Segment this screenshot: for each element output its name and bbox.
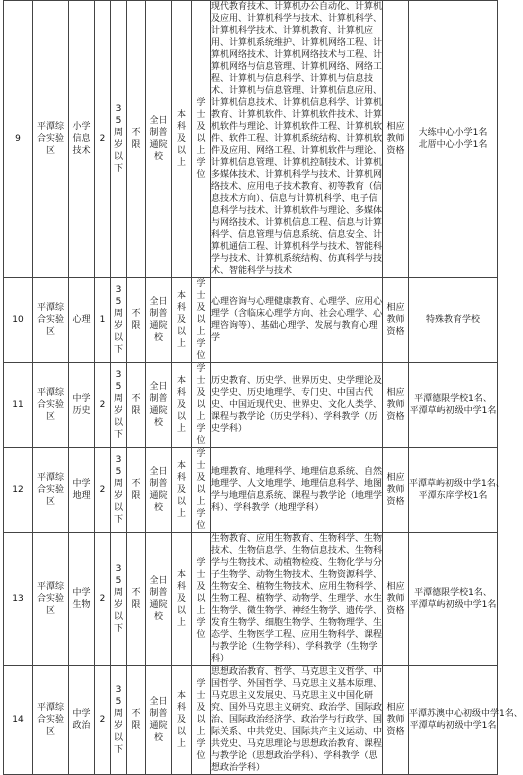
cell-age: 35周岁以下	[111, 666, 127, 775]
remark-line: 平潭苏澳中心初级中学1名、	[409, 709, 523, 719]
cell-remark	[409, 1, 498, 278]
cell-remark	[409, 533, 498, 666]
cell-unit: 平潭综合实验区	[33, 666, 69, 775]
cell-education: 本科及以上	[172, 666, 192, 775]
remark-line: 北厝中心小学1名	[418, 140, 488, 150]
cell-age: 35周岁以下	[111, 363, 127, 448]
cell-major: 历史教育、历史学、世界历史、史学理论及史学史、历史地理学、专门史、中国古代史、中国近现代史、世界史、文化人类学、课程与教学论（历史学科）、学科教学（历史学科）	[211, 363, 383, 448]
table-row	[4, 448, 498, 533]
cell-education: 本科及以上	[172, 363, 192, 448]
cell-school-type: 全日制普通院校	[146, 448, 172, 533]
cell-education: 本科及以上	[172, 278, 192, 363]
cell-school-type: 全日制普通院校	[146, 666, 172, 775]
cell-count: 2	[95, 1, 111, 278]
cell-count: 2	[95, 666, 111, 775]
cell-qualification: 相应教师资格	[383, 363, 409, 448]
cell-age: 35周岁以下	[111, 448, 127, 533]
cell-age: 35周岁以下	[111, 1, 127, 278]
cell-subject: 中学生物	[69, 533, 95, 666]
cell-age: 35周岁以下	[111, 278, 127, 363]
cell-count: 2	[95, 533, 111, 666]
cell-subject: 心理	[69, 278, 95, 363]
cell-remark	[409, 278, 498, 363]
cell-gender: 不限	[127, 666, 146, 775]
remark-line: 平潭草屿初级中学1名	[409, 406, 497, 416]
table-row	[4, 666, 498, 775]
cell-unit: 平潭综合实验区	[33, 363, 69, 448]
remark-line: 特殊教育学校	[425, 315, 480, 325]
cell-subject: 中学政治	[69, 666, 95, 775]
cell-major: 地理教育、地理科学、地理信息系统、自然地理学、人文地理学、地理信息科学、地图学与地理信息系统、课程与教学论（地理学科）、学科教学（地理学科）	[211, 448, 383, 533]
cell-count: 2	[95, 363, 111, 448]
cell-degree: 学士及以上学位	[192, 448, 211, 533]
cell-number: 11	[4, 363, 33, 448]
cell-degree: 学士及以上学位	[192, 278, 211, 363]
cell-qualification: 相应教师资格	[383, 448, 409, 533]
cell-unit: 平潭综合实验区	[33, 278, 69, 363]
cell-subject: 中学历史	[69, 363, 95, 448]
cell-school-type: 全日制普通院校	[146, 278, 172, 363]
cell-education: 本科及以上	[172, 1, 192, 278]
cell-school-type: 全日制普通院校	[146, 1, 172, 278]
cell-gender: 不限	[127, 363, 146, 448]
cell-number: 14	[4, 666, 33, 775]
cell-gender: 不限	[127, 278, 146, 363]
table-row	[4, 1, 498, 278]
cell-unit: 平潭综合实验区	[33, 448, 69, 533]
cell-education: 本科及以上	[172, 448, 192, 533]
cell-degree: 学士及以上学位	[192, 363, 211, 448]
cell-unit: 平潭综合实验区	[33, 533, 69, 666]
cell-subject: 中学地理	[69, 448, 95, 533]
cell-subject: 小学信息技术	[69, 1, 95, 278]
cell-qualification: 相应教师资格	[383, 1, 409, 278]
remark-line: 大练中心小学1名	[418, 128, 488, 138]
table-row	[4, 533, 498, 666]
cell-remark	[409, 666, 523, 775]
cell-school-type: 全日制普通院校	[146, 363, 172, 448]
cell-remark	[409, 363, 498, 448]
cell-age: 35周岁以下	[111, 533, 127, 666]
table-row	[4, 278, 498, 363]
cell-gender: 不限	[127, 448, 146, 533]
cell-number: 10	[4, 278, 33, 363]
cell-major: 现代教育技术、计算机办公自动化、计算机及应用、计算机科学与技术、计算机科学、计算机科学技术、计算机教育、计算机应用、计算机系统维护、计算机网络工程、计算机网络技术、计算机网络技术与工程、计算机网络与信息管理、计算机网络、网络工程、计算机与信息科学、计算机与信息技术、计算机与信息管理、计算机信息应用、计算机信息技术、计算机信息科学、计算机教育、计算机软件、计算机软件技术、计算机软件与理论、计算机软件工程、计算机软件、软件工程、计算机系统结构、计算机软件及应用、网络工程、计算机软件与理论、计算机信息管理、计算机控制技术、计算机多媒体技术、计算机科学与技术、计算机网络技术、应用电子技术教育、初等教育（信息技术方向）、信息与计算机科学、电子信息科学与技术、计算机软件与理论、多媒体与网络技术、计算机信息工程、信息与计算科学、信息管理与信息系统、信息安全、计算机通信工程、计算机科学与技术、智能科学与技术、计算机系统结构、仿真科学与技术、智能科学与技术	[211, 2, 383, 276]
remark-line: 平潭草屿初级中学1名	[409, 721, 497, 731]
cell-qualification: 相应教师资格	[383, 533, 409, 666]
cell-count: 2	[95, 448, 111, 533]
cell-remark	[409, 448, 505, 533]
cell-unit: 平潭综合实验区	[33, 1, 69, 278]
cell-gender: 不限	[127, 533, 146, 666]
cell-gender: 不限	[127, 1, 146, 278]
remark-line: 平潭德限学校1名、	[414, 394, 492, 404]
cell-major: 生物教育、应用生物教育、生物科学、生物技术、生物信息学、生物信息技术、生物科学与生物技术、动植物检疫、生物化学与分子生物学、动物生物技术、生物资源科学、生物安全、植物生物技术、应用生物科学、生物工程、植物学、动物学、生理学、水生生物学、微生物学、神经生物学、遗传学、发育生物学、细胞生物学、生物物理学、生态学、生物医学工程、应用生物科学、课程与教学论（生物学科）、学科教学（生物学科）	[211, 534, 383, 664]
cell-major: 思想政治教育、哲学、马克思主义哲学、中国哲学、外国哲学、马克思主义基本原理、马克思主义发展史、马克思主义中国化研究、国外马克思主义研究、政治学、国际政治、国际政治经济学、政治学与行政学、国际关系、中共党史、国际共产主义运动、中共党史、马克思理论与思想政治教育、课程与教学论（思想政治学科）、学科教学（思想政治学科）	[211, 667, 383, 773]
recruitment-table	[3, 0, 523, 775]
cell-qualification: 相应教师资格	[383, 666, 409, 775]
cell-degree: 学士及以上学位	[192, 666, 211, 775]
cell-number: 9	[4, 1, 33, 278]
remark-line: 平潭德限学校1名、	[414, 588, 492, 598]
cell-number: 12	[4, 448, 33, 533]
cell-education: 本科及以上	[172, 533, 192, 666]
table-row	[4, 363, 498, 448]
remark-line: 平潭草屿初级中学1名、	[409, 479, 505, 489]
cell-degree: 学士及以上学位	[192, 533, 211, 666]
cell-number: 13	[4, 533, 33, 666]
cell-degree: 学士及以上学位	[192, 1, 211, 278]
remark-line: 平潭草屿初级中学1名	[409, 600, 497, 610]
cell-count: 1	[95, 278, 111, 363]
cell-major: 心理咨询与心理健康教育、心理学、应用心理学（含临床心理学方向、社会心理学、心理咨询等）、基础心理学、发展与教育心理学	[211, 278, 383, 363]
cell-qualification: 相应教师资格	[383, 278, 409, 363]
cell-school-type: 全日制普通院校	[146, 533, 172, 666]
remark-line: 平潭东庠学校1名	[418, 491, 488, 501]
